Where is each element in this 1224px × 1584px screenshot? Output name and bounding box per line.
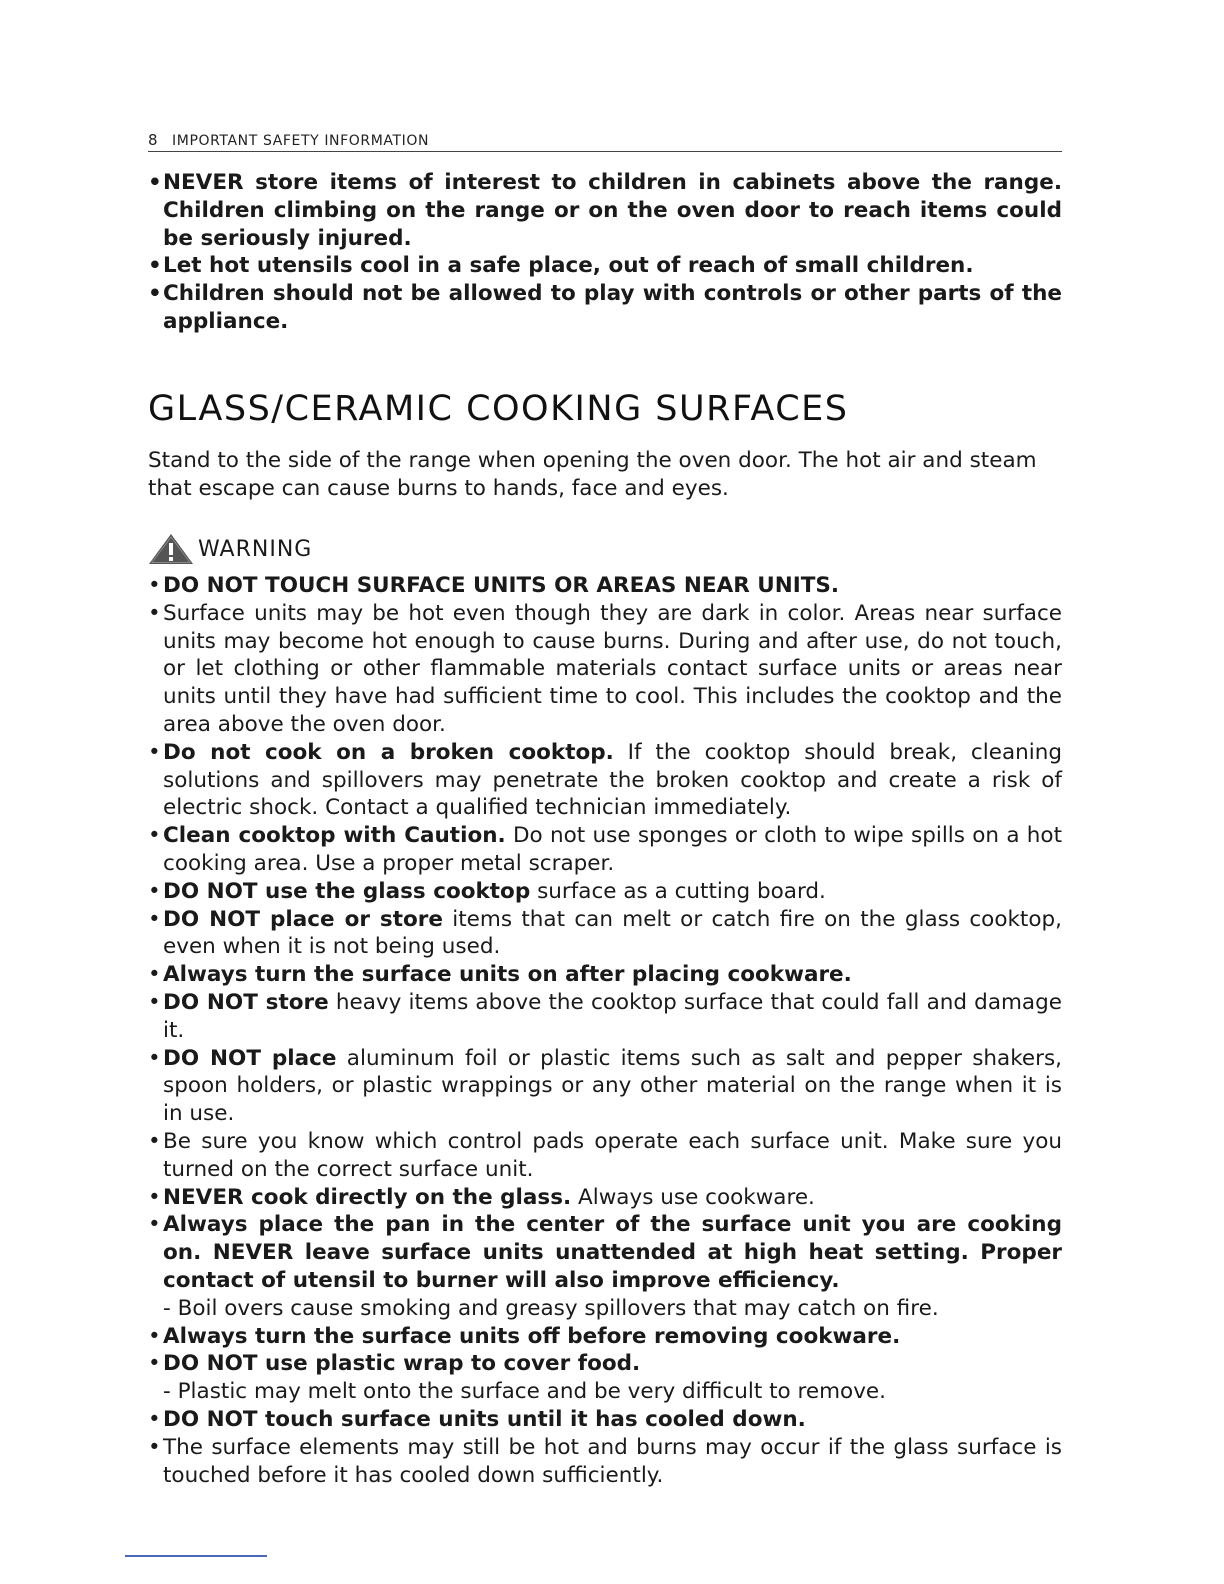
item-bold-text: DO NOT TOUCH SURFACE UNITS OR AREAS NEAR UNITS. — [163, 573, 840, 598]
list-item — [148, 906, 1062, 962]
item-bold-text: DO NOT store — [163, 989, 329, 1015]
item-bold-text: Always turn the surface units on after placing cookware. — [163, 962, 852, 988]
sub-item: - Plastic may melt onto the surface and be very difficult to remove. — [163, 1379, 886, 1405]
item-bold-text: DO NOT place — [163, 1045, 337, 1071]
item-text: Be sure you know which control pads operate each surface unit. Make sure you turned on the correct surface unit. — [163, 1128, 1062, 1182]
list-item — [148, 572, 1062, 600]
list-item — [148, 1323, 1062, 1351]
list-item — [148, 600, 1062, 739]
item-text: If the cooktop should break, cleaning solutions and spillovers may penetrate the broken cooktop and create a risk of electric shock. Contact a qualified technician immediately. — [163, 739, 1062, 821]
list-item — [148, 1350, 1062, 1378]
item-bold-text: DO NOT touch surface units until it has cooled down. — [163, 1406, 806, 1432]
page-number: 8 — [148, 131, 159, 149]
warning-list — [148, 572, 1062, 1489]
item-text: The surface elements may still be hot and burns may occur if the glass surface is touched before it has cooled down sufficiently. — [163, 1434, 1062, 1488]
section-intro: Stand to the side of the range when opening the oven door. The hot air and steam that escape can cause burns to hands, face and eyes. — [148, 448, 1037, 501]
list-item — [148, 961, 1062, 989]
item-text: aluminum foil or plastic items such as salt and pepper shakers, spoon holders, or plastic wrappings or any other material on the range when it is in use. — [163, 1045, 1063, 1127]
section-title: GLASS/CERAMIC COOKING SURFACES — [148, 389, 849, 429]
list-item: • Let hot utensils cool in a safe place, out of reach of small children. — [148, 252, 1062, 280]
item-bold-text: DO NOT use the glass cooktop — [163, 878, 531, 904]
warning-triangle-icon — [148, 533, 194, 565]
item-bold-text: Do not cook on a broken cooktop. — [163, 739, 614, 765]
item-bold-text: DO NOT use plastic wrap to cover food. — [163, 1351, 641, 1377]
item-bold-text: Clean cooktop with Caution. — [163, 823, 506, 849]
item-bold-text: DO NOT place or store — [163, 906, 443, 932]
list-item — [148, 1434, 1062, 1490]
item-text: Surface units may be hot even though they are dark in color. Areas near surface units may become hot enough to cause burns. During and after use, do not touch, or let clothing or other flammable materials contact surface units or areas near units until they have had sufficient time to cool. This includes the cooktop and the area above the oven door. — [163, 600, 1062, 737]
list-item — [148, 1128, 1062, 1184]
list-item — [148, 1406, 1062, 1434]
header-section-title: IMPORTANT SAFETY INFORMATION — [172, 133, 430, 149]
top-bullet-list — [148, 169, 1062, 336]
warning-heading — [148, 533, 312, 565]
sub-item: - Boil overs cause smoking and greasy spillovers that may catch on fire. — [163, 1295, 939, 1321]
item-text: surface as a cutting board. — [530, 878, 826, 904]
list-item: • NEVER store items of interest to children in cabinets above the range. Children climbing on the range or on the oven door to reach items could be seriously injured. — [148, 169, 1062, 252]
warning-label: WARNING — [198, 536, 313, 562]
item-bold-text: Always place the pan in the center of the surface unit you are cooking on. NEVER leave surface units unattended at high heat setting. Proper contact of utensil to burner will also improve efficiency. — [163, 1212, 1062, 1293]
footer-rule — [125, 1555, 267, 1557]
item-text: items that can melt or catch fire on the glass cooktop, even when it is not being used. — [163, 906, 1062, 960]
item-text: Always use cookware. — [571, 1184, 815, 1210]
list-item: • Children should not be allowed to play with controls or other parts of the appliance. — [148, 280, 1062, 336]
list-item — [148, 989, 1062, 1045]
list-item — [148, 822, 1062, 878]
list-item — [148, 1045, 1062, 1128]
list-item — [148, 1184, 1062, 1212]
page-header — [148, 131, 1062, 152]
item-bold-text: NEVER cook directly on the glass. — [163, 1184, 572, 1210]
list-item — [148, 739, 1062, 822]
item-text: Do not use sponges or cloth to wipe spills on a hot cooking area. Use a proper metal scraper. — [163, 823, 1063, 876]
item-bold-text: Always turn the surface units off before removing cookware. — [163, 1323, 901, 1349]
list-item — [148, 878, 1062, 906]
item-text: heavy items above the cooktop surface that could fall and damage it. — [163, 989, 1062, 1043]
list-item — [148, 1211, 1062, 1294]
